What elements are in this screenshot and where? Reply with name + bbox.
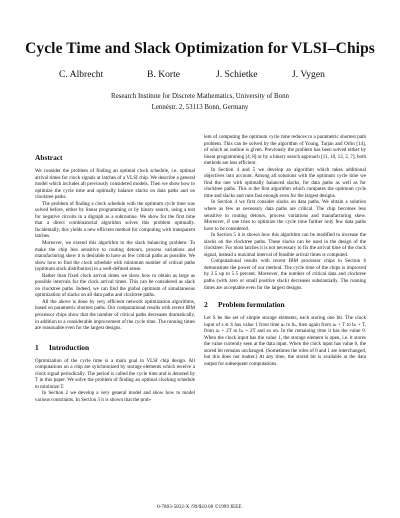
intro-number: 1 bbox=[35, 342, 39, 352]
body-paragraph: In Section 5 it is shown how this algorithm can be modified to increase the slacks on the clocktree paths. These slacks can be used in the design of the clocktree: For most latches it is not necessary to fix the arrival time of the clock signal, instead a maximal interval of feasible arrival times is computed. bbox=[204, 232, 366, 258]
author-2: B. Korte bbox=[147, 69, 181, 80]
affiliation-address: Lennéstr. 2, 53113 Bonn, Germany bbox=[151, 104, 249, 111]
section2-heading bbox=[204, 300, 366, 309]
author-1: C. Albrecht bbox=[59, 69, 104, 80]
author-4: J. Vygen bbox=[292, 69, 325, 80]
intro-paragraph: Optimization of the cycle time is a main goal in VLSI chip design. All computations on a chip are synchronized by storage elements which receive a clock signal periodically. The period is called the cycle time and is denoted by T in this paper. We solve the problem of finding an optimal clocking schedule to minimize T. bbox=[35, 357, 195, 390]
body-paragraph: lem of computing the optimum cycle time reduces to a parametric shortest path problem. This can be solved by the algorithm of Young, Tarjan and Orlin [14], of which an outline is given. Previously the problem has been solved either by linear programming [4, 8] or by a binary search approach [11, 10, 12, 2, 7], both methods are less efficient. bbox=[204, 134, 366, 167]
body-paragraph: Computational results with recent IBM processor chips in Section 6 demonstrate the power of our method. The cycle time of the chips is improved by 2.5 up to 5.5 percent. Moreover, the number of critical data and clocktree paths (with zero or small positive slack) decreases substantially. The running times are acceptable even for the largest designs. bbox=[204, 258, 366, 291]
left-column bbox=[35, 153, 195, 404]
intro-paragraph: In Section 2 we develop a very general model and show how to model various constraints. In Section 3 it is shown that the prob- bbox=[35, 390, 195, 403]
abstract-paragraph: All the above is done by very efficient network optimization algorithms, based on parametric shortest paths. Our computational results with recent IBM processor chips show that the number of critical paths decreases dramatically, in addition to a considerable improvement of the cycle time. The running times are reasonable even for the largest designs. bbox=[35, 298, 195, 332]
section2-title: Problem formulation bbox=[218, 300, 285, 310]
right-column bbox=[204, 134, 366, 368]
author-3: J. Schietke bbox=[216, 69, 258, 80]
abstract-paragraph: We consider the problem of finding an optimal clock schedule, i.e. optimal arrival times for clock signals at latches of a VLSI chip. We describe a general model which includes all previously considered models. Then we show how to optimize the cycle time and optimally balance slacks on data paths and on clocktree paths. bbox=[35, 168, 195, 201]
abstract-paragraph: The problem of finding a clock schedule with the optimum cycle time was solved before, either by linear programming or by binary search, using a test for negative circuits in a digraph as a subroutine. We show for the first time that a direct combinatorial algorithm solves this problem optimally. Incidentally, this yields a new efficient method for computing with transparent latches. bbox=[35, 200, 195, 240]
body-paragraph: In Section 4 we first consider slacks on data paths. We obtain a solution where as few as necessary data paths are critical. The chip becomes less sensitive to routing detours, process variations and manufacturing skew. Moreover, if one tries to optimize the cycle time further only few data paths have to be considered. bbox=[204, 199, 366, 232]
abstract-heading: Abstract bbox=[35, 153, 63, 162]
copyright-footer: 0-7803-5832-X /99/$10.00 ©1999 IEEE. bbox=[157, 505, 243, 510]
abstract-paragraph: Moreover, we extend this algorithm to the slack balancing problem: To make the chip less sensitive to routing detours, process variations and manufacturing skew it is desirable to have as few critical paths as possible. We show how to find the clock schedule with minimum number of critical paths (optimum slack distribution) in a well-defined sense. bbox=[35, 240, 195, 273]
intro-heading bbox=[35, 343, 195, 352]
intro-title: Introduction bbox=[49, 342, 90, 352]
section2-paragraph: Let S be the set of simple storage elements, each storing one bit. The clock input of s ∈ S has value 1 from time aₛ to bₛ, then again from aₛ + T to bₛ + T, from aₛ + 2T to bₛ + 2T and so on. In the remaining time it has the value 0. When the clock input has the value 1, the storage element is open, i.e. it stores the value currently seen at the data input. When the clock input has value 0, the stored bit remains unchanged. (Sometimes the roles of 0 and 1 are interchanged, but this does not matter.) At any time, the stored bit is available at the data output for subsequent computations. bbox=[204, 315, 367, 367]
section2-number: 2 bbox=[204, 300, 208, 310]
paper-title: Cycle Time and Slack Optimization for VLSI–Chips bbox=[25, 40, 375, 57]
affiliation-institute: Research Institute for Discrete Mathematics, University of Bonn bbox=[111, 93, 289, 100]
abstract-paragraph: Rather than fixed clock arrival times we show how to obtain as large as possible intervals for the clock arrival times. This can be considered as slack on clocktree paths. Indeed, we can find the global optimum of simultaneous optimization of slacks on all data paths and clocktree paths. bbox=[35, 272, 195, 299]
body-paragraph: In Section 4 and 5 we develop an algorithm which takes additional objectives into account. Among all solutions with the optimum cycle time we find the one with optimally balanced slacks, for data paths as well as for clocktree paths. This is the first algorithm which computes the optimum cycle time and slacks and runs fast enough even for the largest designs. bbox=[204, 166, 366, 199]
